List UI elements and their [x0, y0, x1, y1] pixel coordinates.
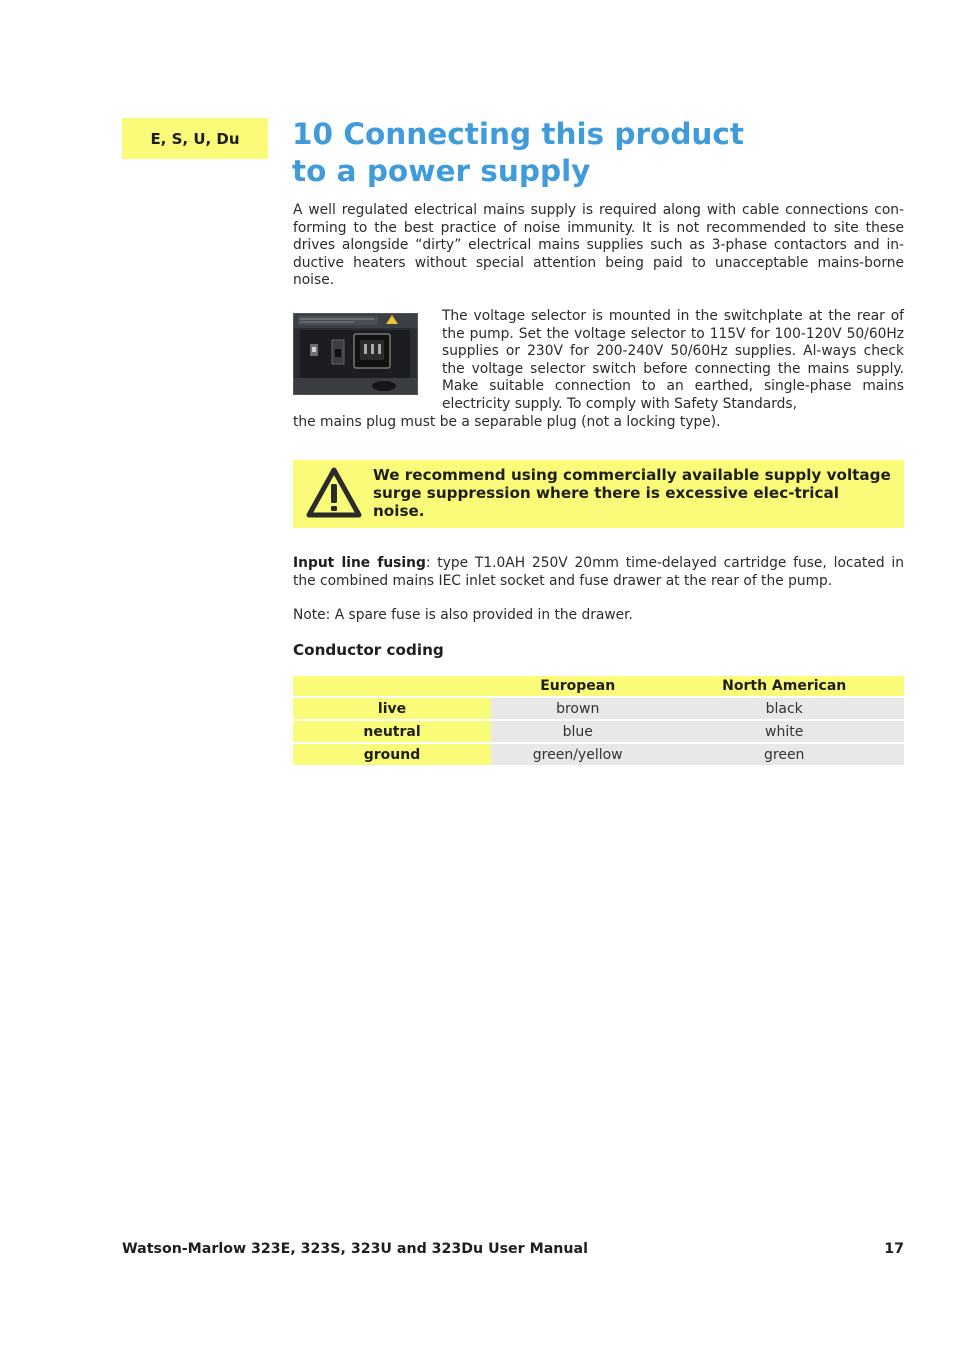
- table-row: [293, 720, 904, 743]
- header-north-american: North American: [664, 676, 904, 697]
- fusing-paragraph: [293, 555, 904, 590]
- page-title: [292, 116, 904, 190]
- cell-european: brown: [491, 697, 664, 720]
- conductor-table: [293, 676, 904, 765]
- conductor-table-header: [293, 676, 904, 697]
- row-label: live: [293, 697, 491, 720]
- warning-box: [293, 460, 904, 528]
- cell-european: green/yellow: [491, 743, 664, 765]
- row-label: ground: [293, 743, 491, 765]
- header-european: European: [491, 676, 664, 697]
- page-number: 17: [884, 1241, 904, 1257]
- switchplate-image: [294, 314, 417, 394]
- model-tag: [122, 118, 268, 159]
- cell-north-american: black: [664, 697, 904, 720]
- table-row: [293, 697, 904, 720]
- table-row: [293, 743, 904, 765]
- fusing-label: Input line fusing: [293, 555, 426, 571]
- footer-manual-title: Watson-Marlow 323E, 323S, 323U and 323Du User Manual: [122, 1241, 588, 1257]
- title-line-2: to a power supply: [292, 154, 591, 188]
- note-paragraph: Note: A spare fuse is also provided in the drawer.: [293, 607, 633, 623]
- intro-paragraph: A well regulated electrical mains supply is required along with cable connections con-forming to the best practice of noise immunity. It is not recommended to site these drives alongside “dirty” electrical mains supplies such as 3-phase contactors and in-ductive heaters without special attention being paid to unacceptable mains-borne noise.: [293, 202, 904, 289]
- cell-european: blue: [491, 720, 664, 743]
- warning-triangle-icon: [306, 467, 362, 519]
- fusing-text: : type T1.0AH 250V 20mm time-delayed cartridge fuse, located in the combined mains IEC inlet socket and fuse drawer at the rear of the pump.: [293, 555, 904, 589]
- voltage-paragraph-continued: the mains plug must be a separable plug (not a locking type).: [293, 414, 721, 430]
- row-label: neutral: [293, 720, 491, 743]
- cell-north-american: white: [664, 720, 904, 743]
- model-tag-text: E, S, U, Du: [150, 129, 240, 148]
- cell-north-american: green: [664, 743, 904, 765]
- conductor-heading: Conductor coding: [293, 641, 444, 659]
- voltage-paragraph: The voltage selector is mounted in the switchplate at the rear of the pump. Set the voltage selector to 115V for 100-120V 50/60Hz supplies or 230V for 200-240V 50/60Hz supplies. Al-ways check the voltage selector switch before connecting the mains supply. Make suitable connection to an earthed, single-phase mains electricity supply. To comply with Safety Standards,: [442, 308, 904, 412]
- header-blank: [293, 676, 491, 697]
- switchplate-photo: [293, 313, 418, 395]
- warning-text: We recommend using commercially available supply voltage surge suppression where there is excessive elec-trical noise.: [373, 466, 891, 520]
- title-line-1: 10 Connecting this product: [292, 117, 745, 151]
